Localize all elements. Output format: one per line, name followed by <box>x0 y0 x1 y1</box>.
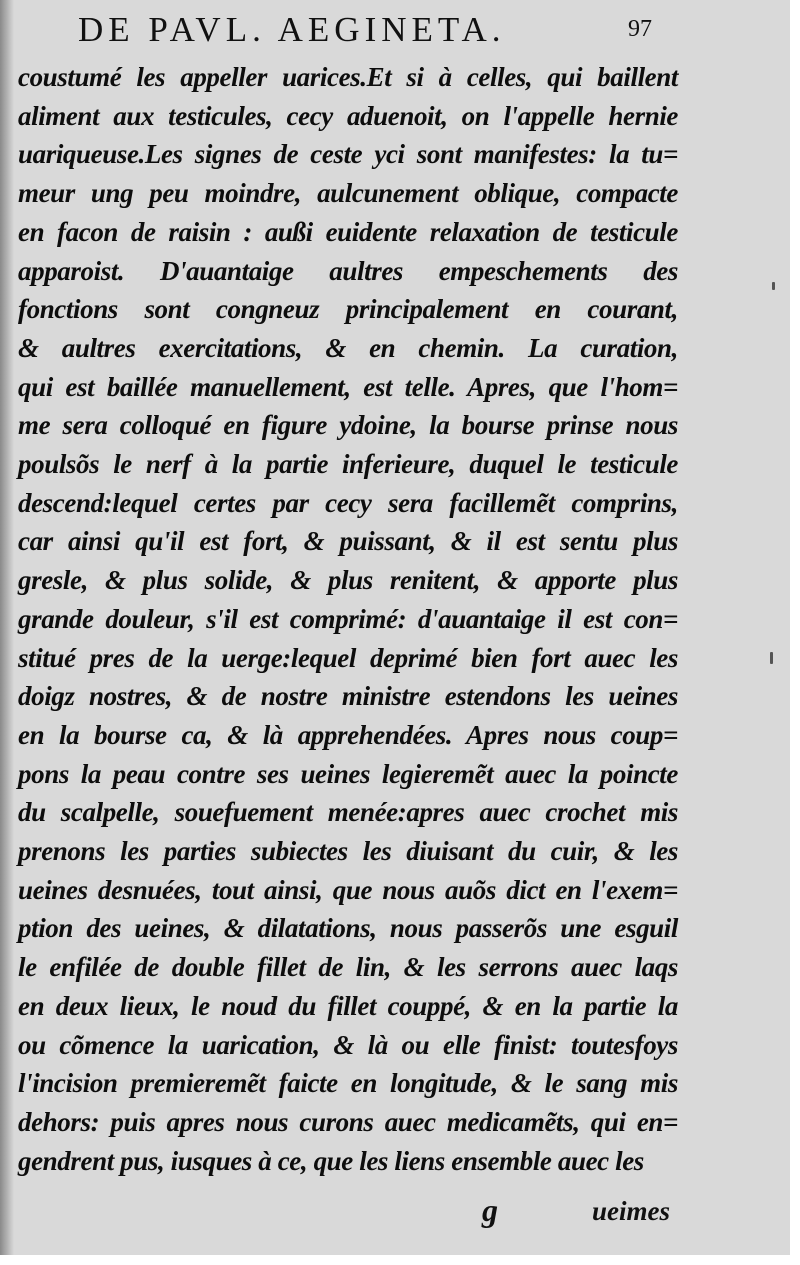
text-line: poulsõs le nerf à la partie inferieure, duquel le testicule <box>18 449 678 480</box>
text-line: ption des ueines, & dilatations, nous passerõs une esguil <box>18 913 678 944</box>
text-line: le enfilée de double fillet de lin, & les serrons auec laqs <box>18 952 678 983</box>
running-title: DE PAVL. AEGINETA. <box>78 10 506 49</box>
text-line: coustumé les appeller uarices.Et si à celles, qui baillent <box>18 62 678 92</box>
text-line: en facon de raisin : außi euidente relaxation de testicule <box>18 216 678 247</box>
text-line: en la bourse ca, & là apprehendées. Apres nous coup= <box>18 719 678 750</box>
ink-speck <box>770 652 773 664</box>
text-line: fonctions sont congneuz principalement en courant, <box>18 294 678 325</box>
signature-mark: g <box>482 1192 498 1228</box>
ink-speck <box>772 282 775 290</box>
text-line: dehors: puis apres nous curons auec medicamẽts, qui en= <box>18 1106 678 1137</box>
text-line: en deux lieux, le noud du fillet couppé, & en la partie la <box>18 990 678 1021</box>
page-number: 97 <box>628 16 652 42</box>
page-footer <box>0 1190 790 1240</box>
catchword: ueimes <box>592 1196 670 1226</box>
text-line: du scalpelle, souefuement menée:apres auec crochet mis <box>18 797 678 828</box>
text-line: gendrent pus, iusques à ce, que les liens ensemble auec les <box>18 1145 644 1176</box>
text-line: pons la peau contre ses ueines legieremẽt auec la poincte <box>18 758 678 789</box>
page-header <box>0 6 790 54</box>
page-gutter-shadow <box>0 0 14 1255</box>
text-line: uariqueuse.Les signes de ceste yci sont manifestes: la tu= <box>18 139 678 170</box>
text-line: me sera colloqué en figure ydoine, la bourse prinse nous <box>18 410 678 441</box>
text-line: gresle, & plus solide, & plus renitent, & apporte plus <box>18 565 678 596</box>
text-line: doigz nostres, & de nostre ministre estendons les ueines <box>18 681 678 712</box>
text-line: car ainsi qu'il est fort, & puissant, & il est sentu plus <box>18 526 678 557</box>
text-line: ueines desnuées, tout ainsi, que nous auõs dict en l'exem= <box>18 874 678 905</box>
text-line: l'incision premieremẽt faicte en longitude, & le sang mis <box>18 1068 678 1099</box>
text-line: apparoist. D'auantaige aultres empeschements des <box>18 255 678 286</box>
text-line: grande douleur, s'il est comprimé: d'auantaige il est con= <box>18 603 678 634</box>
text-line: & aultres exercitations, & en chemin. La curation, <box>18 332 678 363</box>
text-line: stitué pres de la uerge:lequel deprimé bien fort auec les <box>18 642 678 673</box>
text-line: meur ung peu moindre, aulcunement oblique, compacte <box>18 178 678 209</box>
text-line: descend:lequel certes par cecy sera facillemẽt comprins, <box>18 487 678 518</box>
text-line: aliment aux testicules, cecy aduenoit, on l'appelle hernie <box>18 100 678 131</box>
text-line: prenons les parties subiectes les diuisant du cuir, & les <box>18 836 678 867</box>
body-text <box>18 58 678 1180</box>
text-line: ou cõmence la uarication, & là ou elle finist: toutesfoys <box>18 1029 678 1060</box>
text-line: qui est baillée manuellement, est telle. Apres, que l'hom= <box>18 371 678 402</box>
